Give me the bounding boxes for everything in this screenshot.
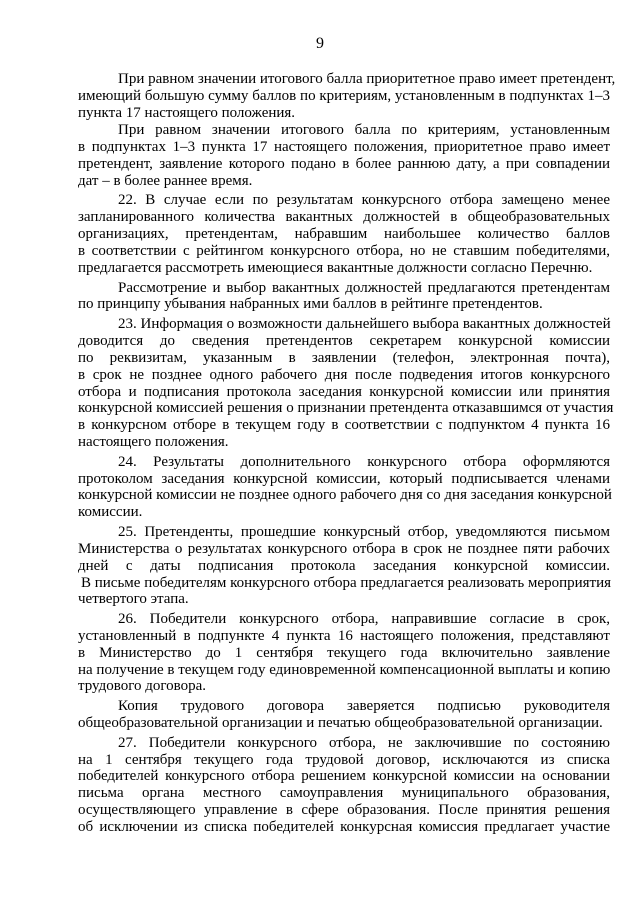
text-line: претендент, заявление которого подано в более раннюю дату, а при совпадении bbox=[78, 156, 610, 172]
text-line: комиссии. bbox=[78, 504, 143, 520]
text-line: четвертого этапа. bbox=[78, 591, 189, 607]
text-line: установленный в подпункте 4 пункта 16 настоящего положения, представляют bbox=[78, 628, 610, 644]
text-line: общеобразовательной организации и печатью общеобразовательной организации. bbox=[78, 715, 603, 731]
text-line: осуществляющего управление в сфере образования. После принятия решения bbox=[78, 802, 610, 818]
page-number: 9 bbox=[316, 35, 324, 52]
text-line: в подпунктах 1–3 пункта 17 настоящего положения, приоритетное право имеет bbox=[78, 139, 610, 155]
text-line: протоколом заседания конкурсной комиссии, который подписывается членами bbox=[78, 471, 610, 487]
text-line: имеющий большую сумму баллов по критериям, установленным в подпунктах 1–3 bbox=[78, 88, 610, 104]
text-line: на 1 сентября текущего года трудовой договор, исключаются из списка bbox=[78, 752, 610, 768]
text-line: трудового договора. bbox=[78, 678, 207, 694]
text-line: 24. Результаты дополнительного конкурсного отбора оформляются bbox=[118, 454, 610, 470]
text-line: запланированного количества вакантных должностей в общеобразовательных bbox=[78, 209, 610, 225]
text-line: письма органа местного самоуправления муниципального образования, bbox=[78, 785, 610, 801]
text-line: об исключении из списка победителей конкурсная комиссия предлагает участие bbox=[78, 819, 610, 835]
text-line: конкурсной комиссии не позднее одного рабочего дня со дня заседания конкурсной bbox=[78, 487, 612, 503]
text-line: 22. В случае если по результатам конкурсного отбора замещено менее bbox=[118, 192, 610, 208]
text-line: Рассмотрение и выбор вакантных должностей предлагаются претендентам bbox=[118, 280, 610, 296]
text-line: 26. Победители конкурсного отбора, направившие согласие в срок, bbox=[118, 611, 610, 627]
text-line: победителей конкурсного отбора решением конкурсной комиссии на основании bbox=[78, 768, 610, 784]
text-line: по реквизитам, указанным в заявлении (телефон, электронная почта), bbox=[78, 350, 610, 366]
text-line: отбора и подписания протокола заседания конкурсной комиссии или принятия bbox=[78, 384, 610, 400]
text-line: 27. Победители конкурсного отбора, не заключившие по состоянию bbox=[118, 735, 610, 751]
text-line: в конкурсном отборе в текущем году в соответствии с подпунктом 4 пункта 16 bbox=[78, 417, 610, 433]
text-line: в срок не позднее одного рабочего дня после подведения итогов конкурсного bbox=[78, 367, 610, 383]
text-line: организациях, претендентам, набравшим наибольшее количество баллов bbox=[78, 226, 610, 242]
text-line: При равном значении итогового балла приоритетное право имеет претендент, bbox=[118, 71, 616, 87]
text-line: Копия трудового договора заверяется подписью руководителя bbox=[118, 698, 610, 714]
text-line: доводится до сведения претендентов секретарем конкурсной комиссии bbox=[78, 333, 610, 349]
text-line: по принципу убывания набранных ими баллов в рейтинге претендентов. bbox=[78, 296, 543, 312]
text-line: 23. Информация о возможности дальнейшего выбора вакантных должностей bbox=[118, 316, 611, 332]
text-line: дней с даты подписания протокола заседания конкурсной комиссии. bbox=[78, 558, 610, 574]
text-line: пункта 17 настоящего положения. bbox=[78, 105, 296, 121]
text-line: 25. Претенденты, прошедшие конкурсный отбор, уведомляются письмом bbox=[118, 524, 610, 540]
text-line: конкурсной комиссией решения о признании претендента отказавшимся от участия bbox=[78, 400, 614, 416]
text-line: в Министерство до 1 сентября текущего года включительно заявление bbox=[78, 645, 610, 661]
text-line: в соответствии с рейтингом конкурсного отбора, но не ставшим победителями, bbox=[78, 243, 610, 259]
text-line: предлагается рассмотреть имеющиеся вакантные должности согласно Перечню. bbox=[78, 260, 593, 276]
text-line: настоящего положения. bbox=[78, 434, 229, 450]
text-line: В письме победителям конкурсного отбора предлагается реализовать мероприятия bbox=[81, 575, 612, 591]
text-line: на получение в текущем году единовременной компенсационной выплаты и копию bbox=[78, 662, 611, 678]
text-line: дат – в более раннее время. bbox=[78, 173, 253, 189]
text-line: Министерства о результатах конкурсного отбора в срок не позднее пяти рабочих bbox=[78, 541, 610, 557]
text-line: При равном значении итогового балла по критериям, установленным bbox=[118, 122, 610, 138]
